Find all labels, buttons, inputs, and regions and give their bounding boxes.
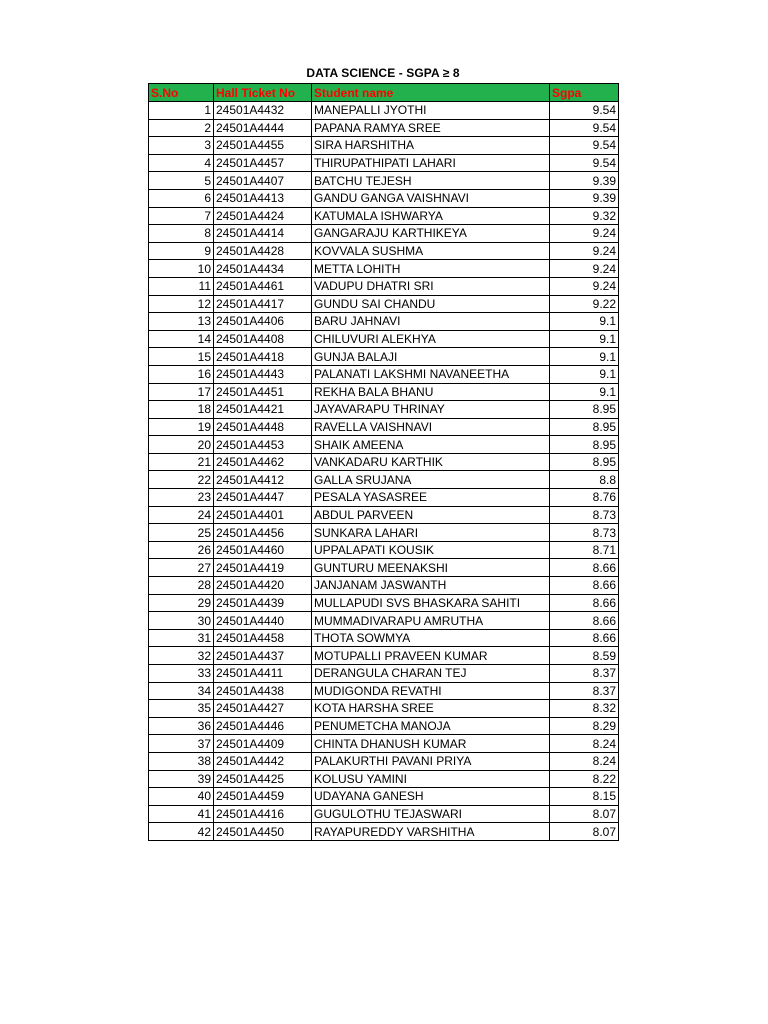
cell-hall-ticket: 24501A4448 bbox=[214, 418, 312, 436]
cell-student-name: GANDU GANGA VAISHNAVI bbox=[312, 189, 550, 207]
cell-sno: 22 bbox=[149, 471, 214, 489]
cell-sgpa: 9.24 bbox=[550, 277, 619, 295]
cell-hall-ticket: 24501A4419 bbox=[214, 559, 312, 577]
column-header-student-name: Student name bbox=[312, 84, 550, 102]
table-row bbox=[149, 260, 619, 278]
table-row bbox=[149, 735, 619, 753]
table-row bbox=[149, 119, 619, 137]
cell-sno: 8 bbox=[149, 225, 214, 243]
cell-sno: 11 bbox=[149, 277, 214, 295]
cell-sgpa: 9.1 bbox=[550, 383, 619, 401]
table-row bbox=[149, 401, 619, 419]
cell-sno: 4 bbox=[149, 154, 214, 172]
cell-hall-ticket: 24501A4428 bbox=[214, 242, 312, 260]
table-row bbox=[149, 682, 619, 700]
table-row bbox=[149, 102, 619, 120]
cell-sgpa: 9.39 bbox=[550, 172, 619, 190]
cell-sno: 7 bbox=[149, 207, 214, 225]
cell-student-name: KOLUSU YAMINI bbox=[312, 770, 550, 788]
cell-student-name: MULLAPUDI SVS BHASKARA SAHITI bbox=[312, 594, 550, 612]
cell-sgpa: 8.73 bbox=[550, 506, 619, 524]
table-row bbox=[149, 330, 619, 348]
table-header bbox=[149, 84, 619, 102]
table-row bbox=[149, 524, 619, 542]
cell-student-name: MUMMADIVARAPU AMRUTHA bbox=[312, 612, 550, 630]
cell-student-name: KATUMALA ISHWARYA bbox=[312, 207, 550, 225]
cell-hall-ticket: 24501A4443 bbox=[214, 365, 312, 383]
cell-sno: 40 bbox=[149, 788, 214, 806]
cell-sno: 26 bbox=[149, 541, 214, 559]
cell-sgpa: 8.37 bbox=[550, 665, 619, 683]
cell-student-name: THIRUPATHIPATI LAHARI bbox=[312, 154, 550, 172]
cell-hall-ticket: 24501A4416 bbox=[214, 805, 312, 823]
cell-sno: 39 bbox=[149, 770, 214, 788]
cell-student-name: GUNJA BALAJI bbox=[312, 348, 550, 366]
cell-sgpa: 8.66 bbox=[550, 559, 619, 577]
cell-sno: 25 bbox=[149, 524, 214, 542]
cell-sgpa: 8.32 bbox=[550, 700, 619, 718]
table-row bbox=[149, 612, 619, 630]
cell-sno: 32 bbox=[149, 647, 214, 665]
cell-student-name: SIRA HARSHITHA bbox=[312, 137, 550, 155]
cell-sgpa: 9.24 bbox=[550, 260, 619, 278]
cell-hall-ticket: 24501A4439 bbox=[214, 594, 312, 612]
cell-hall-ticket: 24501A4412 bbox=[214, 471, 312, 489]
cell-sno: 21 bbox=[149, 453, 214, 471]
cell-hall-ticket: 24501A4408 bbox=[214, 330, 312, 348]
cell-sgpa: 8.66 bbox=[550, 594, 619, 612]
cell-student-name: VANKADARU KARTHIK bbox=[312, 453, 550, 471]
cell-sno: 27 bbox=[149, 559, 214, 577]
cell-sno: 9 bbox=[149, 242, 214, 260]
cell-sgpa: 8.59 bbox=[550, 647, 619, 665]
table-row bbox=[149, 225, 619, 243]
cell-sno: 6 bbox=[149, 189, 214, 207]
cell-sgpa: 8.95 bbox=[550, 453, 619, 471]
cell-sgpa: 8.07 bbox=[550, 805, 619, 823]
cell-sno: 42 bbox=[149, 823, 214, 841]
cell-student-name: GUNDU SAI CHANDU bbox=[312, 295, 550, 313]
cell-hall-ticket: 24501A4442 bbox=[214, 752, 312, 770]
cell-hall-ticket: 24501A4459 bbox=[214, 788, 312, 806]
cell-hall-ticket: 24501A4418 bbox=[214, 348, 312, 366]
cell-hall-ticket: 24501A4462 bbox=[214, 453, 312, 471]
cell-sno: 35 bbox=[149, 700, 214, 718]
results-table bbox=[148, 83, 619, 841]
table-row bbox=[149, 137, 619, 155]
cell-sgpa: 8.29 bbox=[550, 717, 619, 735]
cell-sno: 38 bbox=[149, 752, 214, 770]
cell-student-name: GALLA SRUJANA bbox=[312, 471, 550, 489]
cell-sgpa: 9.24 bbox=[550, 225, 619, 243]
table-row bbox=[149, 277, 619, 295]
table-row bbox=[149, 805, 619, 823]
cell-sno: 15 bbox=[149, 348, 214, 366]
cell-student-name: PESALA YASASREE bbox=[312, 489, 550, 507]
cell-sno: 17 bbox=[149, 383, 214, 401]
cell-hall-ticket: 24501A4461 bbox=[214, 277, 312, 295]
cell-sno: 29 bbox=[149, 594, 214, 612]
cell-hall-ticket: 24501A4440 bbox=[214, 612, 312, 630]
cell-sgpa: 8.22 bbox=[550, 770, 619, 788]
cell-sno: 3 bbox=[149, 137, 214, 155]
table-row bbox=[149, 436, 619, 454]
cell-student-name: CHINTA DHANUSH KUMAR bbox=[312, 735, 550, 753]
table-row bbox=[149, 823, 619, 841]
cell-sno: 19 bbox=[149, 418, 214, 436]
cell-hall-ticket: 24501A4427 bbox=[214, 700, 312, 718]
cell-hall-ticket: 24501A4406 bbox=[214, 313, 312, 331]
cell-sno: 24 bbox=[149, 506, 214, 524]
cell-sgpa: 9.54 bbox=[550, 102, 619, 120]
cell-sno: 20 bbox=[149, 436, 214, 454]
cell-hall-ticket: 24501A4421 bbox=[214, 401, 312, 419]
cell-sgpa: 8.71 bbox=[550, 541, 619, 559]
table-row bbox=[149, 489, 619, 507]
cell-student-name: PENUMETCHA MANOJA bbox=[312, 717, 550, 735]
cell-student-name: MUDIGONDA REVATHI bbox=[312, 682, 550, 700]
cell-student-name: BATCHU TEJESH bbox=[312, 172, 550, 190]
cell-sno: 12 bbox=[149, 295, 214, 313]
cell-sgpa: 8.37 bbox=[550, 682, 619, 700]
cell-hall-ticket: 24501A4447 bbox=[214, 489, 312, 507]
table-row bbox=[149, 348, 619, 366]
sheet-title: DATA SCIENCE - SGPA ≥ 8 bbox=[306, 66, 460, 80]
cell-sno: 5 bbox=[149, 172, 214, 190]
cell-student-name: GANGARAJU KARTHIKEYA bbox=[312, 225, 550, 243]
cell-sgpa: 8.07 bbox=[550, 823, 619, 841]
cell-hall-ticket: 24501A4453 bbox=[214, 436, 312, 454]
cell-sgpa: 8.66 bbox=[550, 612, 619, 630]
cell-hall-ticket: 24501A4411 bbox=[214, 665, 312, 683]
cell-student-name: RAVELLA VAISHNAVI bbox=[312, 418, 550, 436]
cell-sgpa: 8.95 bbox=[550, 436, 619, 454]
cell-sgpa: 9.39 bbox=[550, 189, 619, 207]
table-row bbox=[149, 665, 619, 683]
cell-hall-ticket: 24501A4456 bbox=[214, 524, 312, 542]
cell-sgpa: 9.1 bbox=[550, 348, 619, 366]
cell-student-name: PALAKURTHI PAVANI PRIYA bbox=[312, 752, 550, 770]
cell-sno: 34 bbox=[149, 682, 214, 700]
cell-hall-ticket: 24501A4446 bbox=[214, 717, 312, 735]
cell-sgpa: 8.15 bbox=[550, 788, 619, 806]
cell-sgpa: 9.54 bbox=[550, 154, 619, 172]
table-row bbox=[149, 752, 619, 770]
column-header-sgpa: Sgpa bbox=[550, 84, 619, 102]
table-row bbox=[149, 418, 619, 436]
cell-student-name: VADUPU DHATRI SRI bbox=[312, 277, 550, 295]
cell-student-name: DERANGULA CHARAN TEJ bbox=[312, 665, 550, 683]
table-row bbox=[149, 541, 619, 559]
cell-sgpa: 9.1 bbox=[550, 330, 619, 348]
table-row bbox=[149, 770, 619, 788]
table-body bbox=[149, 102, 619, 841]
cell-student-name: PALANATI LAKSHMI NAVANEETHA bbox=[312, 365, 550, 383]
table-row bbox=[149, 172, 619, 190]
column-header-sno: S.No bbox=[149, 84, 214, 102]
cell-sgpa: 9.22 bbox=[550, 295, 619, 313]
cell-hall-ticket: 24501A4413 bbox=[214, 189, 312, 207]
column-header-hall-ticket: Hall Ticket No bbox=[214, 84, 312, 102]
cell-sgpa: 8.95 bbox=[550, 418, 619, 436]
table-row bbox=[149, 700, 619, 718]
cell-sgpa: 8.24 bbox=[550, 752, 619, 770]
cell-sgpa: 8.66 bbox=[550, 577, 619, 595]
cell-student-name: GUNTURU MEENAKSHI bbox=[312, 559, 550, 577]
cell-student-name: MOTUPALLI PRAVEEN KUMAR bbox=[312, 647, 550, 665]
table-row bbox=[149, 788, 619, 806]
cell-sno: 1 bbox=[149, 102, 214, 120]
cell-sgpa: 8.66 bbox=[550, 629, 619, 647]
table-row bbox=[149, 189, 619, 207]
cell-hall-ticket: 24501A4424 bbox=[214, 207, 312, 225]
cell-sgpa: 9.54 bbox=[550, 137, 619, 155]
cell-student-name: MANEPALLI JYOTHI bbox=[312, 102, 550, 120]
cell-sno: 2 bbox=[149, 119, 214, 137]
cell-hall-ticket: 24501A4450 bbox=[214, 823, 312, 841]
cell-sgpa: 9.32 bbox=[550, 207, 619, 225]
cell-student-name: UDAYANA GANESH bbox=[312, 788, 550, 806]
table-row bbox=[149, 154, 619, 172]
cell-student-name: JAYAVARAPU THRINAY bbox=[312, 401, 550, 419]
cell-sgpa: 8.73 bbox=[550, 524, 619, 542]
table-row bbox=[149, 594, 619, 612]
cell-hall-ticket: 24501A4451 bbox=[214, 383, 312, 401]
cell-sno: 23 bbox=[149, 489, 214, 507]
cell-student-name: METTA LOHITH bbox=[312, 260, 550, 278]
table-row bbox=[149, 295, 619, 313]
header-row bbox=[149, 84, 619, 102]
cell-student-name: KOTA HARSHA SREE bbox=[312, 700, 550, 718]
cell-sno: 33 bbox=[149, 665, 214, 683]
cell-sgpa: 8.95 bbox=[550, 401, 619, 419]
cell-hall-ticket: 24501A4434 bbox=[214, 260, 312, 278]
table-row bbox=[149, 365, 619, 383]
table-row bbox=[149, 383, 619, 401]
cell-sgpa: 8.76 bbox=[550, 489, 619, 507]
cell-hall-ticket: 24501A4458 bbox=[214, 629, 312, 647]
cell-hall-ticket: 24501A4438 bbox=[214, 682, 312, 700]
cell-student-name: GUGULOTHU TEJASWARI bbox=[312, 805, 550, 823]
cell-sgpa: 8.24 bbox=[550, 735, 619, 753]
cell-hall-ticket: 24501A4444 bbox=[214, 119, 312, 137]
cell-hall-ticket: 24501A4425 bbox=[214, 770, 312, 788]
cell-sgpa: 9.24 bbox=[550, 242, 619, 260]
cell-sno: 41 bbox=[149, 805, 214, 823]
table-row bbox=[149, 647, 619, 665]
cell-sgpa: 9.54 bbox=[550, 119, 619, 137]
cell-sgpa: 9.1 bbox=[550, 365, 619, 383]
cell-student-name: PAPANA RAMYA SREE bbox=[312, 119, 550, 137]
results-sheet bbox=[148, 64, 618, 841]
table-row bbox=[149, 577, 619, 595]
table-row bbox=[149, 453, 619, 471]
cell-sno: 30 bbox=[149, 612, 214, 630]
cell-student-name: SUNKARA LAHARI bbox=[312, 524, 550, 542]
cell-student-name: SHAIK AMEENA bbox=[312, 436, 550, 454]
cell-student-name: JANJANAM JASWANTH bbox=[312, 577, 550, 595]
cell-hall-ticket: 24501A4417 bbox=[214, 295, 312, 313]
table-row bbox=[149, 207, 619, 225]
cell-hall-ticket: 24501A4460 bbox=[214, 541, 312, 559]
cell-sno: 10 bbox=[149, 260, 214, 278]
table-row bbox=[149, 506, 619, 524]
table-row bbox=[149, 313, 619, 331]
cell-hall-ticket: 24501A4432 bbox=[214, 102, 312, 120]
cell-hall-ticket: 24501A4409 bbox=[214, 735, 312, 753]
cell-sno: 31 bbox=[149, 629, 214, 647]
table-row bbox=[149, 559, 619, 577]
cell-student-name: RAYAPUREDDY VARSHITHA bbox=[312, 823, 550, 841]
cell-student-name: CHILUVURI ALEKHYA bbox=[312, 330, 550, 348]
table-row bbox=[149, 242, 619, 260]
cell-sno: 13 bbox=[149, 313, 214, 331]
cell-hall-ticket: 24501A4437 bbox=[214, 647, 312, 665]
cell-student-name: ABDUL PARVEEN bbox=[312, 506, 550, 524]
cell-student-name: BARU JAHNAVI bbox=[312, 313, 550, 331]
table-row bbox=[149, 629, 619, 647]
cell-sno: 18 bbox=[149, 401, 214, 419]
table-row bbox=[149, 471, 619, 489]
table-row bbox=[149, 717, 619, 735]
cell-hall-ticket: 24501A4420 bbox=[214, 577, 312, 595]
cell-hall-ticket: 24501A4455 bbox=[214, 137, 312, 155]
cell-sno: 28 bbox=[149, 577, 214, 595]
cell-student-name: THOTA SOWMYA bbox=[312, 629, 550, 647]
cell-hall-ticket: 24501A4407 bbox=[214, 172, 312, 190]
cell-sno: 16 bbox=[149, 365, 214, 383]
cell-sgpa: 9.1 bbox=[550, 313, 619, 331]
cell-student-name: KOVVALA SUSHMA bbox=[312, 242, 550, 260]
cell-sno: 14 bbox=[149, 330, 214, 348]
cell-sgpa: 8.8 bbox=[550, 471, 619, 489]
cell-sno: 36 bbox=[149, 717, 214, 735]
cell-sno: 37 bbox=[149, 735, 214, 753]
cell-hall-ticket: 24501A4401 bbox=[214, 506, 312, 524]
cell-hall-ticket: 24501A4414 bbox=[214, 225, 312, 243]
cell-student-name: UPPALAPATI KOUSIK bbox=[312, 541, 550, 559]
cell-student-name: REKHA BALA BHANU bbox=[312, 383, 550, 401]
cell-hall-ticket: 24501A4457 bbox=[214, 154, 312, 172]
